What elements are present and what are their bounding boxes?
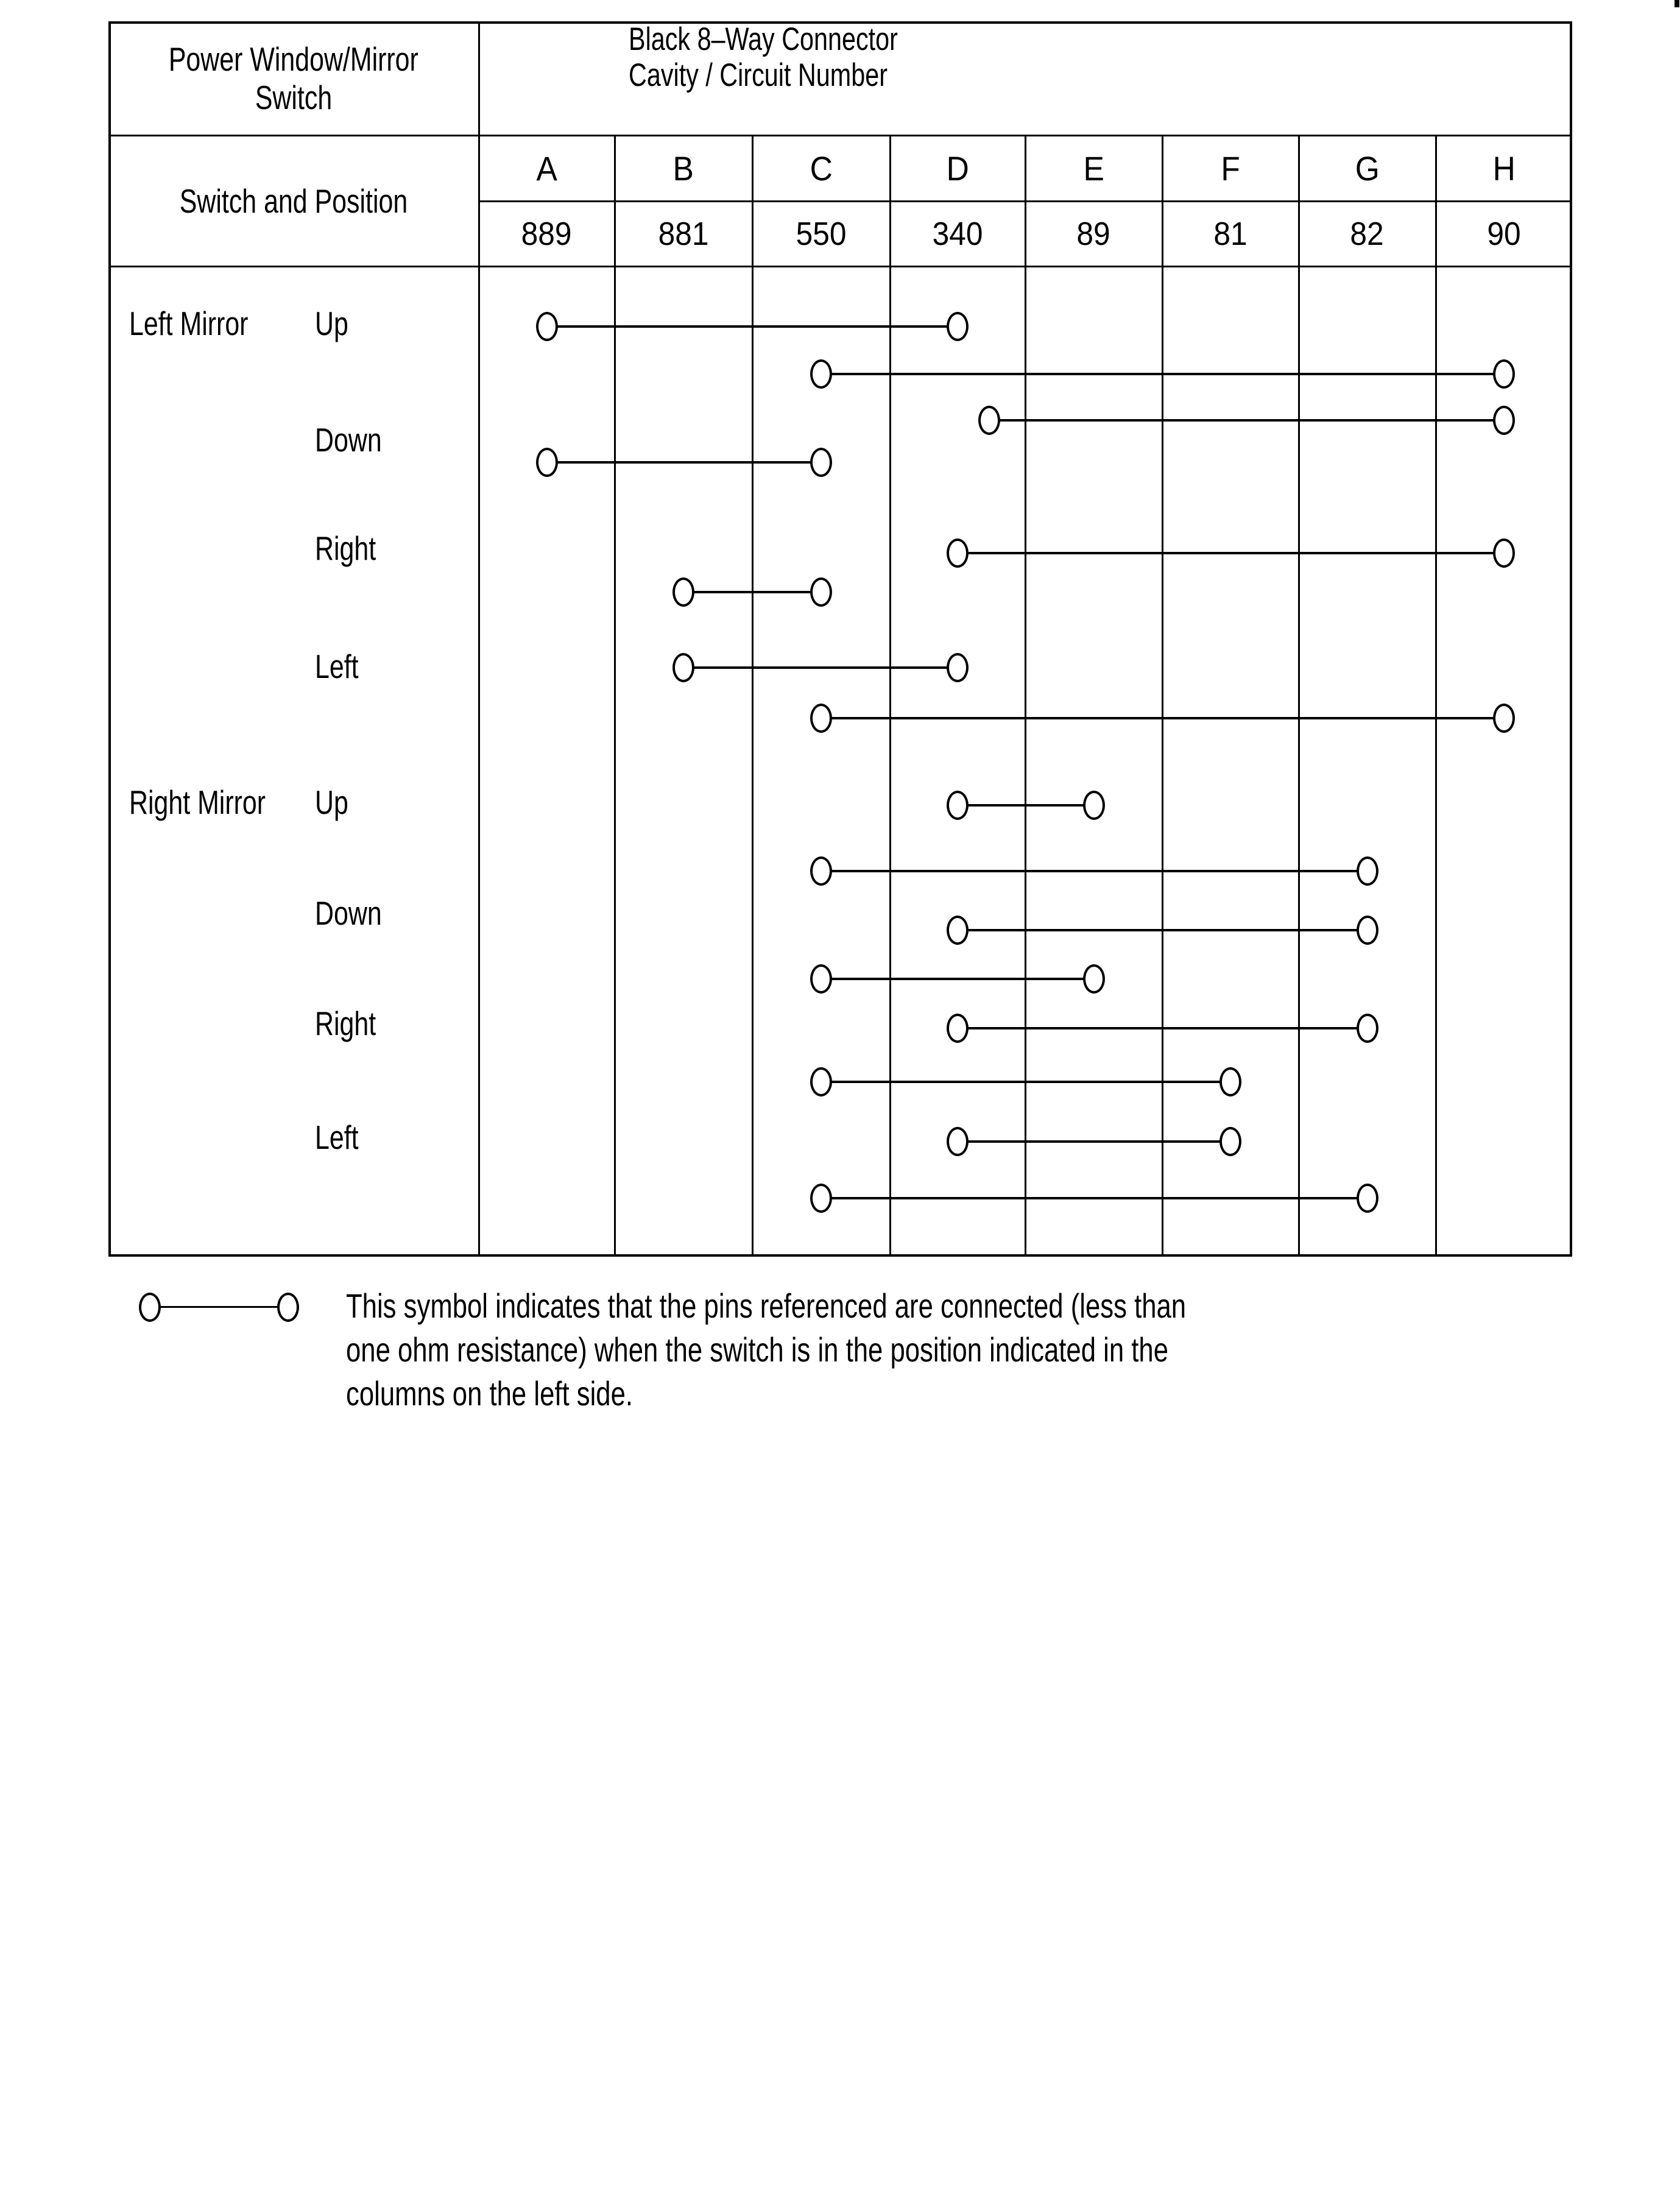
connection-left-down-D-H-line [989, 419, 1504, 422]
header-cavity-H [1436, 135, 1572, 201]
position-label-right-right [315, 1005, 393, 1042]
header-circuit-81 [1162, 201, 1299, 266]
connection-left-up-C-H-pin-H-icon [1493, 359, 1515, 389]
connection-left-left-C-H-pin-C-icon [810, 704, 832, 733]
connection-right-down-D-G-line [958, 929, 1368, 931]
legend-symbol-left-pin-icon [139, 1293, 161, 1322]
header-circuit-label-81: 81 [1213, 215, 1248, 252]
connection-left-left-B-D-pin-D-icon [947, 653, 969, 682]
connection-left-left-C-H-pin-H-icon [1493, 704, 1515, 733]
connection-left-right-D-H-pin-D-icon [947, 538, 969, 568]
legend-symbol-line [150, 1306, 288, 1308]
legend-text-line2: one ohm resistance) when the switch is in the position indicated in the [346, 1330, 1168, 1369]
connector-title-line2: Cavity / Circuit Number [629, 57, 888, 93]
connection-left-down-D-H-pin-D-icon [978, 406, 1000, 435]
connection-right-up-C-G-pin-C-icon [810, 856, 832, 886]
connection-right-up-D-E-pin-E-icon [1083, 791, 1105, 820]
position-label-right-up [315, 784, 358, 821]
connection-right-down-D-G-pin-G-icon [1357, 916, 1378, 945]
connection-right-up-C-G-pin-G-icon [1357, 856, 1378, 886]
header-cavity-label-C: C [810, 149, 833, 188]
header-circuit-label-881: 881 [658, 215, 709, 252]
header-cavity-label-F: F [1221, 149, 1240, 188]
connection-right-right-C-F-line [821, 1081, 1230, 1083]
connection-right-up-D-E-pin-D-icon [947, 791, 969, 820]
switch-label-text: Right Mirror [129, 783, 266, 821]
connection-right-right-D-G-line [958, 1027, 1368, 1029]
connection-left-right-D-H-pin-H-icon [1493, 538, 1515, 568]
connection-left-left-B-D-pin-B-icon [672, 653, 694, 682]
connection-right-down-C-E-line [821, 978, 1094, 980]
header-cavity-label-B: B [672, 149, 694, 188]
connection-left-right-B-C-pin-B-icon [672, 577, 694, 607]
subheader-cell [108, 135, 479, 266]
header-circuit-881 [615, 201, 752, 266]
header-circuit-82 [1299, 201, 1436, 266]
connector-title-line1: Black 8–Way Connector [629, 21, 898, 57]
header-cavity-C [752, 135, 890, 201]
connection-left-down-A-C-line [547, 461, 822, 464]
header-cavity-label-A: A [536, 149, 557, 188]
connector-title-cell [629, 21, 1567, 135]
header-cavity-label-G: G [1355, 149, 1380, 188]
connection-left-down-A-C-pin-A-icon [536, 448, 558, 477]
header-circuit-550 [752, 201, 890, 266]
header-circuit-label-82: 82 [1350, 215, 1385, 252]
header-circuit-340 [890, 201, 1025, 266]
header-circuit-889 [479, 201, 615, 266]
position-label-left-right [315, 530, 393, 567]
connection-right-left-D-F-pin-F-icon [1219, 1127, 1241, 1156]
grid-vline-4 [1025, 135, 1026, 1257]
header-circuit-label-550: 550 [796, 215, 847, 252]
header-cavity-B [615, 135, 752, 201]
connection-left-up-A-D-pin-A-icon [536, 312, 558, 341]
position-label-right-down [315, 895, 401, 931]
connection-left-up-A-D-line [547, 325, 958, 328]
connection-right-left-C-G-pin-C-icon [810, 1184, 832, 1213]
position-label-text: Up [315, 305, 348, 342]
scan-artifact [1675, 0, 1679, 7]
switch-title-cell [108, 21, 479, 135]
connection-right-down-C-E-pin-C-icon [810, 964, 832, 994]
connection-right-right-C-F-pin-C-icon [810, 1067, 832, 1096]
connection-right-left-C-G-line [821, 1197, 1368, 1199]
subheader-label: Switch and Position [179, 182, 408, 220]
header-cavity-A [479, 135, 615, 201]
connection-right-right-C-F-pin-F-icon [1219, 1067, 1241, 1096]
grid-vline-6 [1298, 135, 1300, 1257]
grid-vline-7 [1435, 135, 1437, 1257]
connection-right-up-C-G-line [821, 870, 1368, 872]
position-label-text: Left [315, 648, 359, 685]
connection-right-right-D-G-pin-D-icon [947, 1014, 969, 1043]
header-circuit-89 [1025, 201, 1162, 266]
connection-left-left-C-H-line [821, 717, 1504, 719]
position-label-left-down [315, 422, 401, 458]
switch-label-left-mirror [129, 305, 282, 342]
header-circuit-label-340: 340 [932, 215, 983, 252]
connection-left-up-A-D-pin-D-icon [947, 312, 969, 341]
header-cavity-G [1299, 135, 1436, 201]
legend-text-line1: This symbol indicates that the pins referenced are connected (less than [346, 1287, 1187, 1325]
header-cavity-E [1025, 135, 1162, 201]
position-label-text: Down [315, 421, 382, 459]
switch-title-line1: Power Window/Mirror [168, 40, 419, 78]
header-cavity-label-D: D [946, 149, 969, 188]
header-cavity-F [1162, 135, 1299, 201]
header-circuit-label-90: 90 [1487, 215, 1521, 252]
position-label-text: Right [315, 1004, 376, 1042]
connection-right-right-D-G-pin-G-icon [1357, 1014, 1378, 1043]
position-label-left-up [315, 305, 358, 342]
switch-label-right-mirror [129, 784, 304, 821]
grid-vline-5 [1162, 135, 1163, 1257]
position-label-text: Down [315, 894, 382, 932]
connection-right-up-D-E-line [958, 804, 1094, 807]
legend-text [346, 1284, 1423, 1416]
position-label-left-left [315, 648, 371, 685]
legend-text-line3: columns on the left side. [346, 1374, 634, 1413]
switch-label-text: Left Mirror [129, 305, 249, 342]
switch-title-line2: Switch [255, 78, 333, 116]
grid-vline-2 [752, 135, 754, 1257]
header-circuit-label-889: 889 [521, 215, 572, 252]
connection-left-up-C-H-line [821, 373, 1504, 375]
header-cavity-label-E: E [1083, 149, 1104, 188]
connection-left-right-D-H-line [958, 552, 1504, 554]
position-label-text: Left [315, 1118, 359, 1156]
grid-vline-3 [889, 135, 891, 1257]
position-label-text: Up [315, 783, 348, 821]
connection-left-right-B-C-line [683, 591, 821, 593]
connection-right-left-D-F-pin-D-icon [947, 1127, 969, 1156]
position-label-text: Right [315, 529, 376, 567]
connection-left-up-C-H-pin-C-icon [810, 359, 832, 389]
header-cavity-label-H: H [1492, 149, 1516, 188]
connection-right-down-C-E-pin-E-icon [1083, 964, 1105, 994]
connection-right-left-D-F-line [958, 1140, 1230, 1143]
header-cavity-D [890, 135, 1025, 201]
connection-left-down-D-H-pin-H-icon [1493, 406, 1515, 435]
legend-symbol-right-pin-icon [277, 1293, 299, 1322]
connection-right-left-C-G-pin-G-icon [1357, 1184, 1378, 1213]
connection-left-right-B-C-pin-C-icon [810, 577, 832, 607]
position-label-right-left [315, 1119, 371, 1156]
connection-right-down-D-G-pin-D-icon [947, 916, 969, 945]
header-circuit-label-89: 89 [1076, 215, 1111, 252]
header-circuit-90 [1436, 201, 1572, 266]
connection-left-left-B-D-line [683, 666, 958, 669]
connection-left-down-A-C-pin-C-icon [810, 448, 832, 477]
grid-vline-1 [614, 135, 616, 1257]
